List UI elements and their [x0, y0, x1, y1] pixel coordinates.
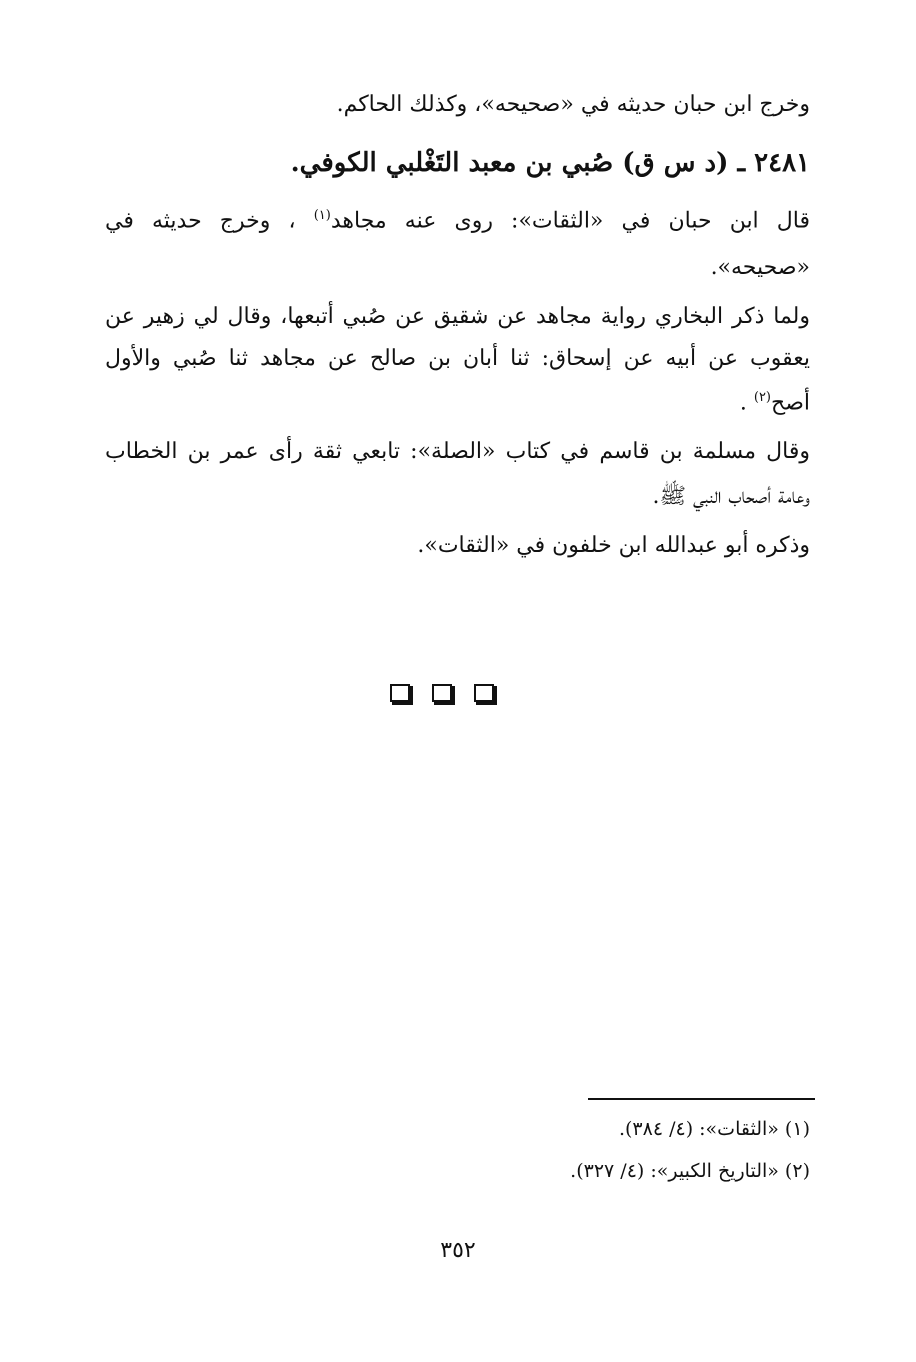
ornament-square-icon: [474, 684, 494, 702]
p2-end: .: [739, 390, 747, 416]
paragraph-2-line-2: يعقوب عن أبيه عن إسحاق: ثنا أبان بن صالح عن مجاهد ثنا صُبي والأول: [105, 346, 810, 371]
footnote-2: (٢) «التاريخ الكبير»: (٤/ ٣٢٧).: [570, 1160, 810, 1182]
page-number: ٣٥٢: [440, 1238, 476, 1263]
footnote-separator: [588, 1098, 815, 1100]
paragraph-2-line-3: [740, 390, 810, 415]
footnote-ref-2: (٢): [753, 390, 771, 405]
ornament-square-icon: [432, 684, 452, 702]
paragraph-1-line-2: «صحيحه».: [710, 255, 810, 280]
p1-text-b: ، وخرج حديثه في: [105, 208, 296, 234]
paragraph-3-line-2: وعامة أصحاب النبي ﷺ.: [652, 484, 810, 509]
footnote-ref-1: (١): [313, 208, 331, 223]
paragraph-1-line-1: [105, 208, 810, 233]
ornament-square-icon: [390, 684, 410, 702]
paragraph-4: وذكره أبو عبدالله ابن خلفون في «الثقات».: [417, 533, 810, 558]
entry-heading: ٢٤٨١ ـ (د س ق) صُبي بن معبد التَغْلبي الكوفي.: [290, 148, 810, 178]
body-line-1: وخرج ابن حبان حديثه في «صحيحه»، وكذلك الحاكم.: [336, 92, 810, 117]
footnote-1: (١) «الثقات»: (٤/ ٣٨٤).: [618, 1118, 810, 1140]
paragraph-2-line-1: ولما ذكر البخاري رواية مجاهد عن شقيق عن صُبي أتبعها، وقال لي زهير عن: [105, 304, 810, 329]
paragraph-3-line-1: وقال مسلمة بن قاسم في كتاب «الصلة»: تابعي ثقة رأى عمر بن الخطاب: [105, 439, 810, 464]
p1-text-a: قال ابن حبان في «الثقات»: روى عنه مجاهد: [330, 208, 810, 234]
p2-text-c: أصح: [771, 390, 810, 416]
section-ornament: [390, 684, 494, 702]
